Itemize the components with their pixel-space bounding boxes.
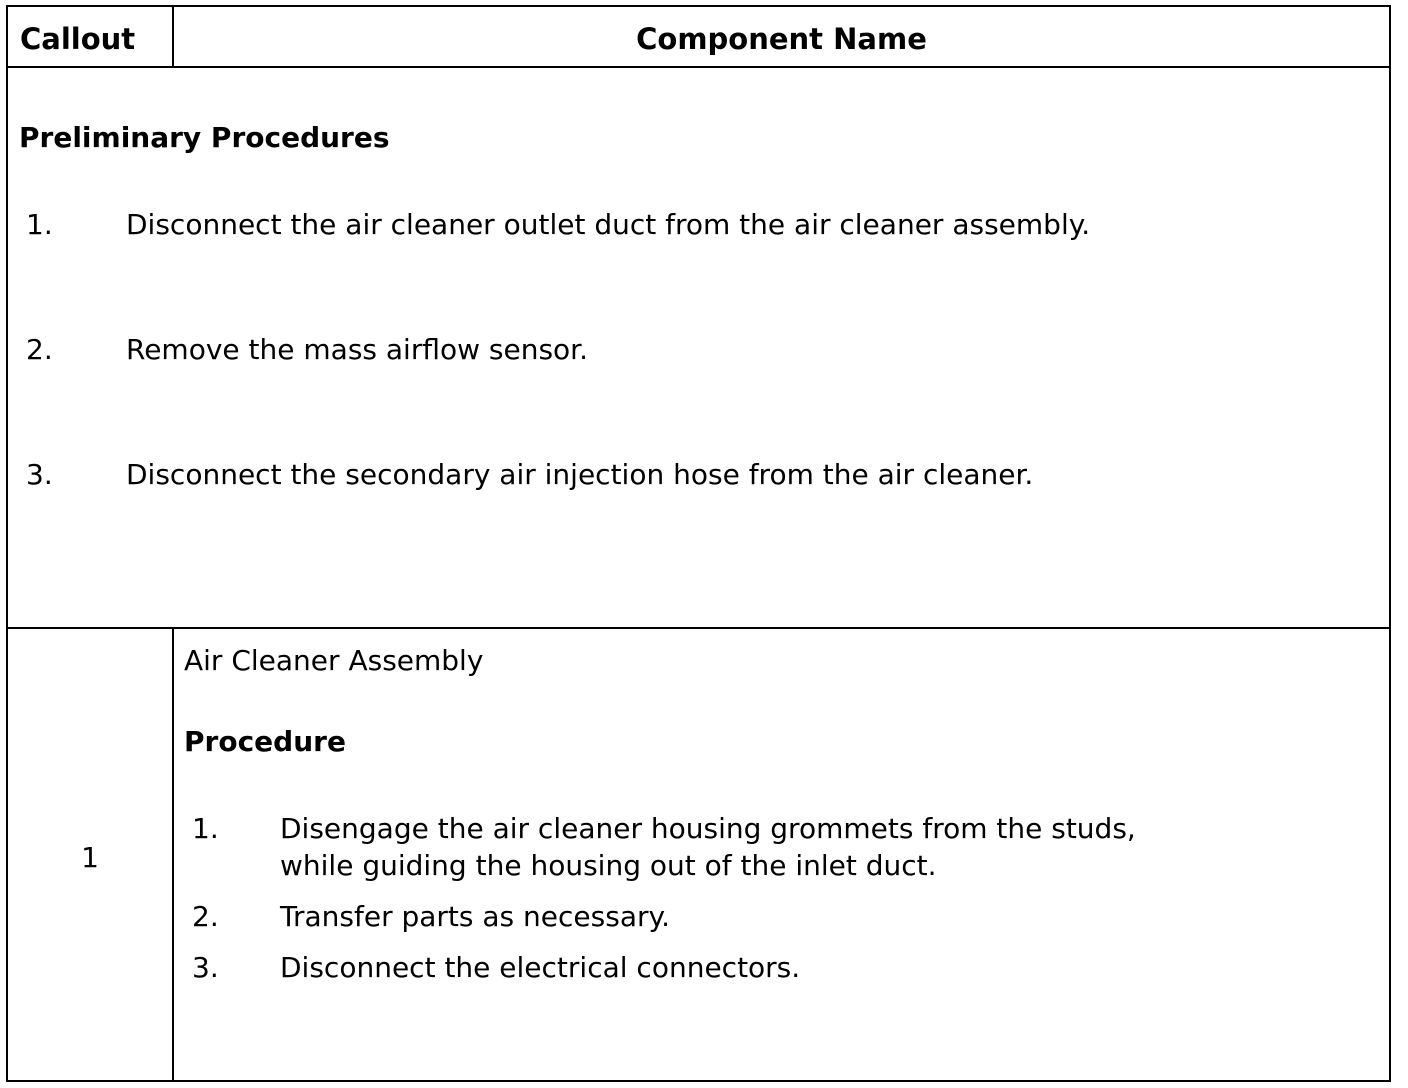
- header-component-name: Component Name: [636, 22, 927, 56]
- header-divider: [8, 66, 1389, 68]
- callout-number: 1: [81, 841, 99, 874]
- preliminary-title: Preliminary Procedures: [19, 121, 390, 154]
- component-name: Air Cleaner Assembly: [184, 644, 484, 677]
- step-text-line: Disengage the air cleaner housing grommets from the studs,: [280, 812, 1136, 845]
- step-text-line: while guiding the housing out of the inlet duct.: [280, 849, 937, 882]
- step-text: Disconnect the secondary air injection hose from the air cleaner.: [126, 458, 1034, 491]
- row-column-divider: [172, 627, 174, 1080]
- step-number: 1.: [26, 208, 53, 241]
- step-number: 3.: [26, 458, 53, 491]
- step-text: Disconnect the air cleaner outlet duct from the air cleaner assembly.: [126, 208, 1091, 241]
- step-number: 2.: [26, 333, 53, 366]
- step-number: 1.: [192, 812, 219, 845]
- step-text-line: Transfer parts as necessary.: [280, 900, 670, 933]
- step-number: 3.: [192, 951, 219, 984]
- header-callout: Callout: [20, 22, 136, 56]
- procedure-title: Procedure: [184, 725, 346, 758]
- step-number: 2.: [192, 900, 219, 933]
- procedure-table: [6, 5, 1391, 1082]
- step-text-line: Disconnect the electrical connectors.: [280, 951, 801, 984]
- section-divider: [8, 627, 1389, 629]
- step-text: Remove the mass airflow sensor.: [126, 333, 589, 366]
